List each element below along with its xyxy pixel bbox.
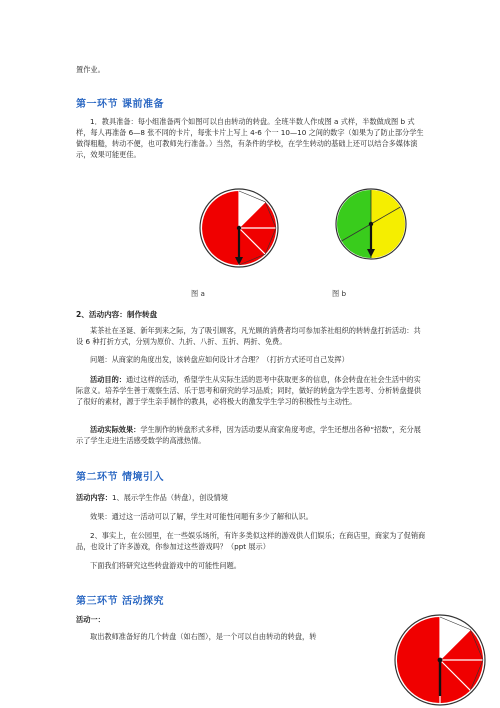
activity-content-title: 2、活动内容：制作转盘: [76, 310, 158, 319]
section3-activity1: 活动一：: [76, 615, 105, 624]
section2-paragraph3: 下面我们将研究这些转盘游戏中的可能性问题。: [90, 561, 241, 570]
activity-effect-text: 学生制作的转盘形式多样，因为活动要从商家角度考虑，学生还想出各种“招数”，充分展示了学生走进生活感受数学的高涨热情。: [76, 425, 421, 446]
section3-title: 第三环节 活动探究: [76, 596, 164, 607]
section2-paragraph2: 2、事实上，在公园里，在一些娱乐场所，有许多类似这样的游戏供人们娱乐；在商店里，商家为了促销商品，也设计了许多游戏，你参加过这些游戏吗？（ppt 展示）: [76, 531, 426, 552]
activity-purpose-text: 通过这样的活动，希望学生从实际生活的思考中获取更多的信息，体会转盘在社会生活中的实际意义。培养学生善于观察生活、乐于思考和研究的学习品质；同时，做好的转盘为学生思考、分析转盘提供了很好的素材，源于学生亲手制作的教具，必将极大的激发学生学习的积极性与主动性。: [76, 375, 422, 407]
activity-purpose-label: 活动目的：: [90, 375, 126, 384]
top-line: 置作业。: [76, 65, 105, 74]
section2-title: 第二环节 情境引入: [76, 472, 164, 483]
section2-content-text: 1、展示学生作品（转盘），创设情境: [111, 493, 228, 502]
section3-paragraph: 取出教师准备好的几个转盘（如右图），是一个可以自由转动的转盘，转: [90, 632, 317, 641]
caption-b: 图 b: [332, 289, 347, 298]
spinner-c-icon: [392, 612, 488, 708]
activity-content-paragraph: 某茶社在圣诞、新年到来之际，为了吸引顾客，凡光顾的消费者均可参加茶社组织的转转盘打折活动：共设 6 种打折方式，分别为原价、九折、八折、五折、两折、免费。: [76, 326, 421, 347]
activity-effect: [76, 424, 426, 446]
section2-content: [76, 492, 426, 503]
spinner-b-icon: [334, 187, 408, 261]
spinner-a-icon: [198, 187, 280, 269]
activity-purpose: [76, 374, 426, 407]
activity-effect-label: 活动实际效果：: [90, 425, 141, 434]
section1-title: 第一环节 课前准备: [76, 99, 164, 110]
caption-a: 图 a: [191, 289, 205, 298]
section2-content-label: 活动内容：: [76, 493, 112, 502]
section2-effect: 效果：通过这一活动可以了解，学生对可能性问题有多少了解和认识。: [90, 512, 313, 521]
activity-question: 问题：从商家的角度出发，该转盘应如何设计才合理？（打折方式还可自己发挥）: [90, 355, 349, 364]
section1-paragraph: 1．教具准备：每小组准备两个如图可以自由转动的转盘。全班半数人作成图 a 式样，半数做成图 b 式样，每人再准备 6—8 张不同的卡片，每张卡片上写上 4-6 个一 10—10 之间的数字（如果为了防止部分学生做得粗糙，转动不便，也可教师先行准备。）当然，有条件的学校，在学生转动的基础上还可以结合多媒体演示，效果可能更佳。: [76, 117, 424, 160]
